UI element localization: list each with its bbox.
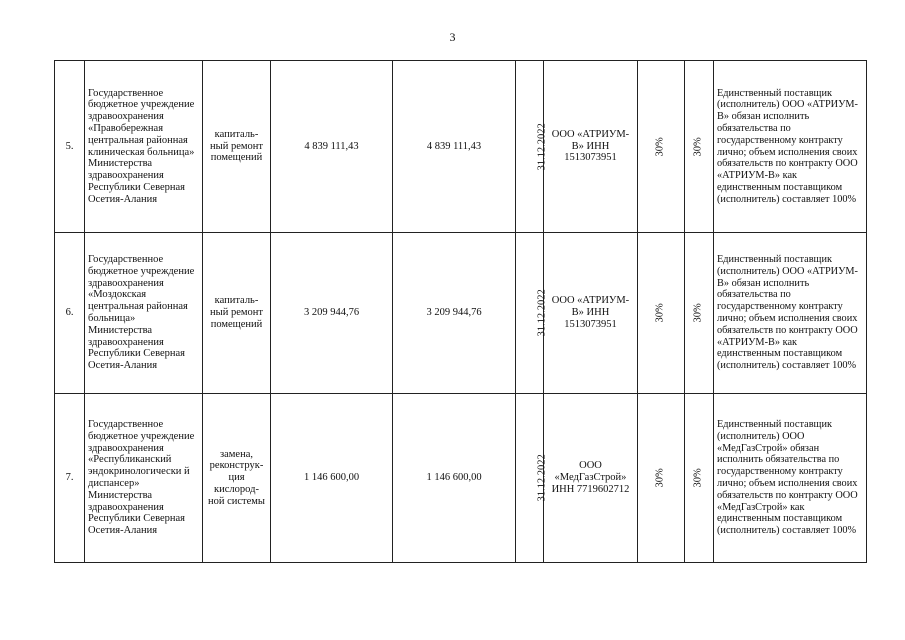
work-type: замена, реконструк-ция кислород-ной системы xyxy=(203,394,271,563)
contract-amount: 4 839 111,43 xyxy=(271,61,393,233)
supplier-name: ООО «АТРИУМ-В» ИНН 1513073951 xyxy=(544,61,638,233)
contract-amount-total: 3 209 944,76 xyxy=(393,233,516,394)
supplier-name: ООО «МедГазСтрой» ИНН 7719602712 xyxy=(544,394,638,563)
percent-value: 30% xyxy=(655,468,667,488)
percent-value: 30% xyxy=(693,303,705,323)
contract-amount-total: 1 146 600,00 xyxy=(393,394,516,563)
deadline-date: 31.12.2022 xyxy=(536,454,548,502)
deadline-date: 31.12.2022 xyxy=(536,289,548,337)
percent-cell xyxy=(638,394,685,563)
row-number: 7. xyxy=(55,394,85,563)
percent-cell xyxy=(685,394,714,563)
percent-cell xyxy=(638,61,685,233)
contract-amount-total: 4 839 111,43 xyxy=(393,61,516,233)
percent-value: 30% xyxy=(655,136,667,157)
row-number: 6. xyxy=(55,233,85,394)
percent-value: 30% xyxy=(655,303,667,323)
percent-cell xyxy=(638,233,685,394)
organization-name: Государственное бюджетное учреждение здравоохранения «Моздокская центральная районная больница» Министерства здравоохранения Республики Северная Осетия-Алания xyxy=(85,233,203,394)
contract-amount: 1 146 600,00 xyxy=(271,394,393,563)
contract-amount: 3 209 944,76 xyxy=(271,233,393,394)
work-type: капиталь-ный ремонт помещений xyxy=(203,233,271,394)
note-text: Единственный поставщик (исполнитель) ООО «МедГазСтрой» обязан исполнить обязательства по государственному контракту лично; объем исполнения своих обязательств по контракту ООО «МедГазСтрой» как единственным поставщиком (исполнитель) составляет 100% xyxy=(714,394,867,563)
note-text: Единственный поставщик (исполнитель) ООО «АТРИУМ-В» обязан исполнить обязательства по государственному контракту лично; объем исполнения своих обязательств по контракту ООО «АТРИУМ-В» как единственным поставщиком (исполнитель) составляет 100% xyxy=(714,61,867,233)
table-row xyxy=(55,61,867,233)
table-row xyxy=(55,394,867,563)
contracts-table xyxy=(54,60,867,563)
work-type: капиталь-ный ремонт помещений xyxy=(203,61,271,233)
percent-cell xyxy=(685,61,714,233)
deadline-date: 31.12.2022 xyxy=(536,122,548,171)
deadline-date-cell xyxy=(516,61,548,233)
deadline-date-cell xyxy=(516,394,548,563)
row-number: 5. xyxy=(55,61,85,233)
organization-name: Государственное бюджетное учреждение здравоохранения «Правобережная центральная районная клиническая больница» Министерства здравоохранения Республики Северная Осетия-Алания xyxy=(85,61,203,233)
page-number: 3 xyxy=(449,30,456,44)
percent-value: 30% xyxy=(693,468,705,488)
percent-value: 30% xyxy=(693,136,705,157)
supplier-name: ООО «АТРИУМ-В» ИНН 1513073951 xyxy=(544,233,638,394)
note-text: Единственный поставщик (исполнитель) ООО «АТРИУМ-В» обязан исполнить обязательства по государственному контракту лично; объем исполнения своих обязательств по контракту ООО «АТРИУМ-В» как единственным поставщиком (исполнитель) составляет 100% xyxy=(714,233,867,394)
deadline-date-cell xyxy=(516,233,548,394)
percent-cell xyxy=(685,233,714,394)
table-row xyxy=(55,233,867,394)
organization-name: Государственное бюджетное учреждение здравоохранения «Республиканский эндокринологически й диспансер» Министерства здравоохранения Республики Северная Осетия-Алания xyxy=(85,394,203,563)
